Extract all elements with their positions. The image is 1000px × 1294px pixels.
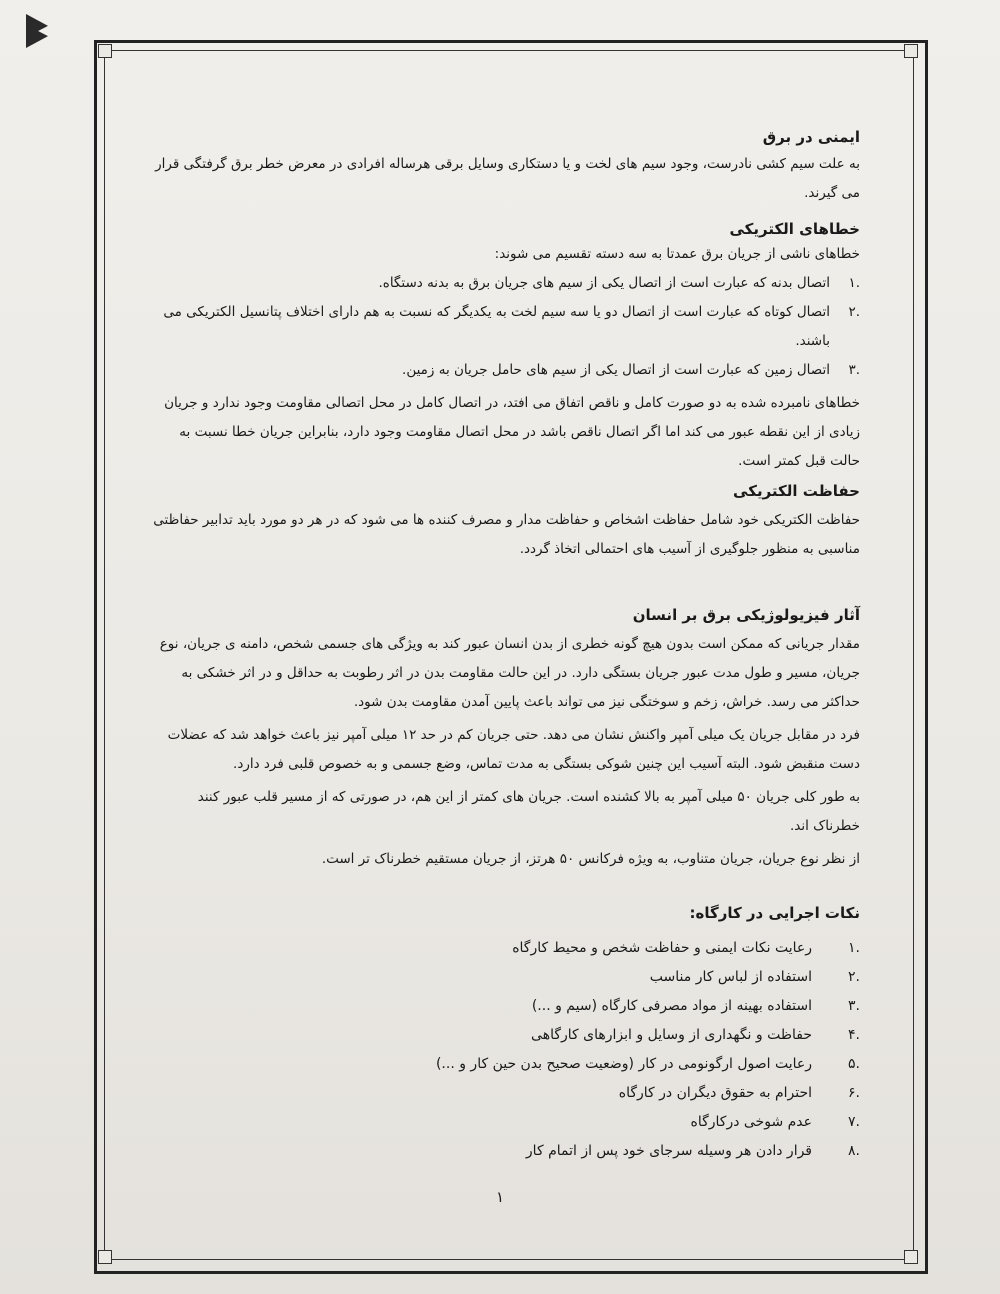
list-text: اتصال زمین که عبارت است از اتصال یکی از سیم های حامل جریان به زمین. bbox=[402, 362, 830, 378]
border-corner-ornament bbox=[904, 44, 918, 58]
list-item bbox=[150, 1079, 860, 1108]
border-corner-ornament bbox=[98, 44, 112, 58]
list-text: رعایت نکات ایمنی و حفاظت شخص و محیط کارگاه bbox=[512, 940, 812, 956]
section-workshop-tips bbox=[150, 904, 860, 1166]
list-number: .۳ bbox=[848, 998, 860, 1014]
list-text: حفاظت و نگهداری از وسایل و ابزارهای کارگاهی bbox=[531, 1027, 812, 1043]
list-item bbox=[150, 992, 860, 1021]
list-item bbox=[150, 298, 860, 356]
list-item bbox=[150, 1021, 860, 1050]
list-item bbox=[150, 1050, 860, 1079]
list-number: .۶ bbox=[848, 1085, 860, 1101]
paragraph: خطاهای نامبرده شده به دو صورت کامل و ناقص اتفاق می افتد، در اتصال کامل در محل اتصالی مقاومت وجود ندارد و جریان زیادی از این نقطه عبور می کند اما اگر اتصال ناقص باشد در محل اتصال مقاومت وجود دارد، بنابراین جریان خطا نسبت به حالت قبل کمتر است. bbox=[164, 395, 860, 469]
list-number: .۱ bbox=[848, 275, 860, 291]
list-number: .۴ bbox=[848, 1027, 860, 1043]
list-number: .۲ bbox=[848, 304, 860, 320]
section-electrical-safety bbox=[150, 128, 860, 208]
paragraph: فرد در مقابل جریان یک میلی آمپر واکنش نشان می دهد. حتی جریان کم در حد ۱۲ میلی آمپر نیز باعث خواهد شد که عضلات دست منقبض شود. البته آسیب این چنین شوکی بستگی به مدت تماس، وضع جسمی و به خصوص قلبی فرد دارد. bbox=[167, 727, 860, 772]
section-heading: آثار فیزیولوژیکی برق بر انسان bbox=[632, 606, 860, 624]
list-number: .۲ bbox=[848, 969, 860, 985]
list-text: عدم شوخی درکارگاه bbox=[690, 1114, 812, 1130]
section-heading: خطاهای الکتریکی bbox=[729, 220, 860, 238]
section-heading: حفاظت الکتریکی bbox=[733, 482, 860, 500]
workshop-tips-list bbox=[150, 934, 860, 1166]
page-number: ۱ bbox=[495, 1188, 505, 1206]
section-electrical-protection bbox=[150, 482, 860, 564]
list-text: احترام به حقوق دیگران در کارگاه bbox=[618, 1085, 812, 1101]
paragraph: به علت سیم کشی نادرست، وجود سیم های لخت و یا دستکاری وسایل برقی هرساله افرادی در معرض خطر برق گرفتگی قرار می گیرند. bbox=[155, 156, 860, 201]
list-text: استفاده از لباس کار مناسب bbox=[649, 969, 812, 985]
list-text: قرار دادن هر وسیله سرجای خود پس از اتمام کار bbox=[525, 1143, 812, 1159]
paragraph: خطاهای ناشی از جریان برق عمدتا به سه دسته تقسیم می شوند: bbox=[494, 246, 860, 262]
list-text: اتصال کوتاه که عبارت است از اتصال دو یا سه سیم لخت به یکدیگر که نسبت به هم دارای اختلاف پتانسیل الکتریکی می باشند. bbox=[163, 304, 830, 349]
list-item bbox=[150, 963, 860, 992]
list-text: اتصال بدنه که عبارت است از اتصال یکی از سیم های جریان برق به بدنه دستگاه. bbox=[378, 275, 830, 291]
paragraph: مقدار جریانی که ممکن است بدون هیچ گونه خطری از بدن انسان عبور کند به ویژگی های جسمی شخص، دامنه ی جریان، نوع جریان، مسیر و طول مدت عبور جریان بستگی دارد. در این حالت مقاومت بدن در اثر رطوبت به حداقل و در اثر خشکی به حداکثر می رسد. خراش، زخم و سوختگی نیز می تواند باعث پایین آمدن مقاومت بدن شود. bbox=[159, 636, 860, 710]
paragraph: از نظر نوع جریان، جریان متناوب، به ویژه فرکانس ۵۰ هرتز، از جریان مستقیم خطرناک تر است. bbox=[321, 851, 860, 867]
list-number: .۵ bbox=[848, 1056, 860, 1072]
border-corner-ornament bbox=[904, 1250, 918, 1264]
paragraph: به طور کلی جریان ۵۰ میلی آمپر به بالا کشنده است. جریان های کمتر از این هم، در صورتی که از مسیر قلب عبور کنند خطرناک اند. bbox=[197, 789, 860, 834]
section-heading: نکات اجرایی در کارگاه: bbox=[689, 904, 860, 922]
list-number: .۳ bbox=[848, 362, 860, 378]
section-electrical-faults bbox=[150, 220, 860, 476]
fault-types-list bbox=[150, 269, 860, 385]
section-physiological-effects bbox=[150, 606, 860, 874]
list-number: .۱ bbox=[848, 940, 860, 956]
list-item bbox=[150, 1108, 860, 1137]
list-number: .۸ bbox=[848, 1143, 860, 1159]
page-corner-mark bbox=[26, 14, 48, 48]
border-corner-ornament bbox=[98, 1250, 112, 1264]
list-text: رعایت اصول ارگونومی در کار (وضعیت صحیح بدن حین کار و ...) bbox=[435, 1056, 812, 1072]
list-number: .۷ bbox=[848, 1114, 860, 1130]
section-heading: ایمنی در برق bbox=[762, 128, 860, 146]
list-item bbox=[150, 1137, 860, 1166]
list-text: استفاده بهینه از مواد مصرفی کارگاه (سیم و ...) bbox=[531, 998, 812, 1014]
list-item bbox=[150, 934, 860, 963]
paragraph: حفاظت الکتریکی خود شامل حفاظت اشخاص و حفاظت مدار و مصرف کننده ها می شود که در هر دو مورد باید تدابیر حفاظتی مناسبی به منظور جلوگیری از آسیب های احتمالی اتخاذ گردد. bbox=[153, 512, 860, 557]
list-item bbox=[150, 269, 860, 298]
list-item bbox=[150, 356, 860, 385]
